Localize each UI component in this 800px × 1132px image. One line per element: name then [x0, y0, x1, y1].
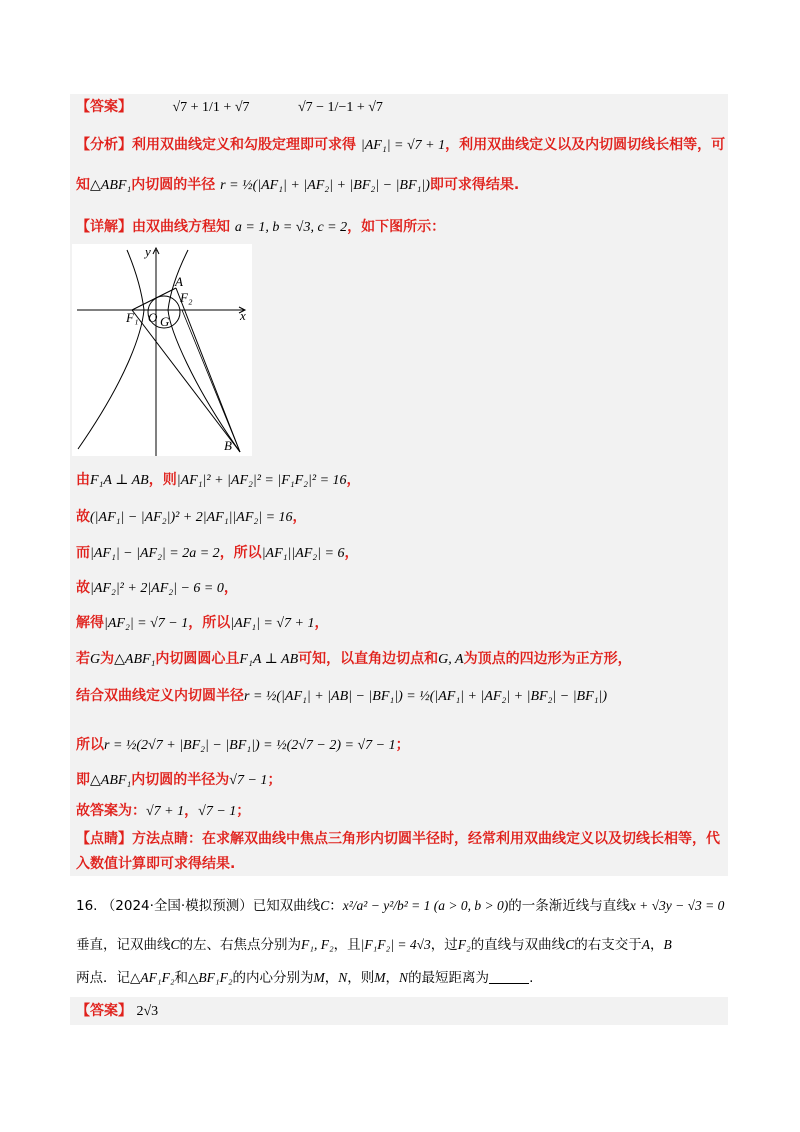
label-F1: F₁: [126, 310, 139, 325]
step-6: 若G为△ABF₁内切圆圆心且F₁A ⊥ AB可知，以直角边切点和G, A为顶点的四边形为正方形，: [76, 651, 632, 667]
problem16-line-1: 16. （2024·全国·模拟预测）已知双曲线C：x²/a² − y²/b² = 1 (a > 0, b > 0)的一条渐近线与直线x + √3y − √3 = 0: [76, 898, 725, 914]
step-1: 由F₁A ⊥ AB，则|AF₁|² + |AF₂|² = |F₁F₂|² = 16，: [76, 472, 361, 488]
label-A: A: [175, 274, 183, 289]
answer16-value: 2√3: [136, 1004, 159, 1019]
analysis-line-1: 【分析】利用双曲线定义和勾股定理即可求得 |AF₁| = √7 + 1，利用双曲线定义以及内切圆切线长相等，可: [76, 137, 726, 153]
label-x: x: [240, 308, 246, 323]
problem-number: 16.: [76, 898, 98, 914]
step-10: 故答案为：√7 + 1，√7 − 1；: [76, 803, 251, 819]
step-7: 结合双曲线定义内切圆半径r = ½(|AF₁| + |AB| − |BF₁|) = ½(|AF₁| + |AF₂| + |BF₂| − |BF₁|): [76, 688, 608, 704]
detail-line: 【详解】由双曲线方程知 a = 1, b = √3, c = 2，如下图所示：: [76, 219, 446, 235]
step-3: 而|AF₁| − |AF₂| = 2a = 2，所以|AF₁||AF₂| = 6，: [76, 545, 359, 561]
detail-tag: 【详解】: [76, 219, 132, 235]
answer16-block: [70, 997, 728, 1025]
step-4: 故|AF₂|² + 2|AF₂| − 6 = 0，: [76, 580, 238, 596]
analysis-math-1: |AF₁| = √7 + 1: [360, 138, 446, 153]
answer-tag: 【答案】: [76, 99, 132, 115]
step-9: 即△ABF₁内切圆的半径为√7 − 1；: [76, 772, 282, 788]
answer-value-1: √7 + 1/1 + √7: [172, 100, 250, 115]
line-equation: x + √3y − √3 = 0: [629, 898, 725, 913]
tip-line-2: 入数值计算即可求得结果.: [76, 856, 236, 872]
step-2: 故(|AF₁| − |AF₂|)² + 2|AF₁||AF₂| = 16，: [76, 509, 307, 525]
label-O: O: [148, 310, 158, 325]
answer16-line: [76, 1001, 158, 1022]
analysis-line-2: 知△ABF₁内切圆的半径 r = ½(|AF₁| + |AF₂| + |BF₂| − |BF₁|)即可求得结果.: [76, 177, 520, 193]
step-8: 所以r = ½(2√7 + |BF₂| − |BF₁|) = ½(2√7 − 2) = √7 − 1；: [76, 737, 410, 753]
hyperbola-figure: [72, 244, 252, 456]
answer-value-2: √7 − 1/−1 + √7: [297, 100, 383, 115]
answer-blank[interactable]: [489, 969, 529, 984]
analysis-radius-formula: r = ½(|AF₁| + |AF₂| + |BF₂| − |BF₁|): [220, 178, 430, 193]
label-F2: F₂: [180, 290, 193, 305]
answer-line: [76, 97, 383, 118]
problem16-line-3: 两点．记△AF₁F₂和△BF₁F₂的内心分别为M，N，则M，N的最短距离为 .: [76, 970, 534, 986]
tip-line-1: 【点睛】方法点睛：在求解双曲线中焦点三角形内切圆半径时，经常利用双曲线定义以及切线长相等，代: [76, 831, 720, 847]
analysis-tag: 【分析】: [76, 137, 132, 153]
step-5: 解得|AF₂| = √7 − 1，所以|AF₁| = √7 + 1，: [76, 615, 329, 631]
answer16-tag: 【答案】: [76, 1003, 132, 1019]
hyperbola-equation: x²/a² − y²/b² = 1 (a > 0, b > 0): [342, 898, 509, 913]
problem16-line-2: 垂直，记双曲线C的左、右焦点分别为F₁, F₂，且|F₁F₂| = 4√3，过F₂的直线与双曲线C的右支交于A，B: [76, 937, 672, 953]
label-y: y: [145, 244, 151, 259]
label-G: G: [160, 314, 170, 329]
label-B: B: [224, 438, 232, 453]
tip-tag: 【点睛】: [76, 831, 132, 847]
